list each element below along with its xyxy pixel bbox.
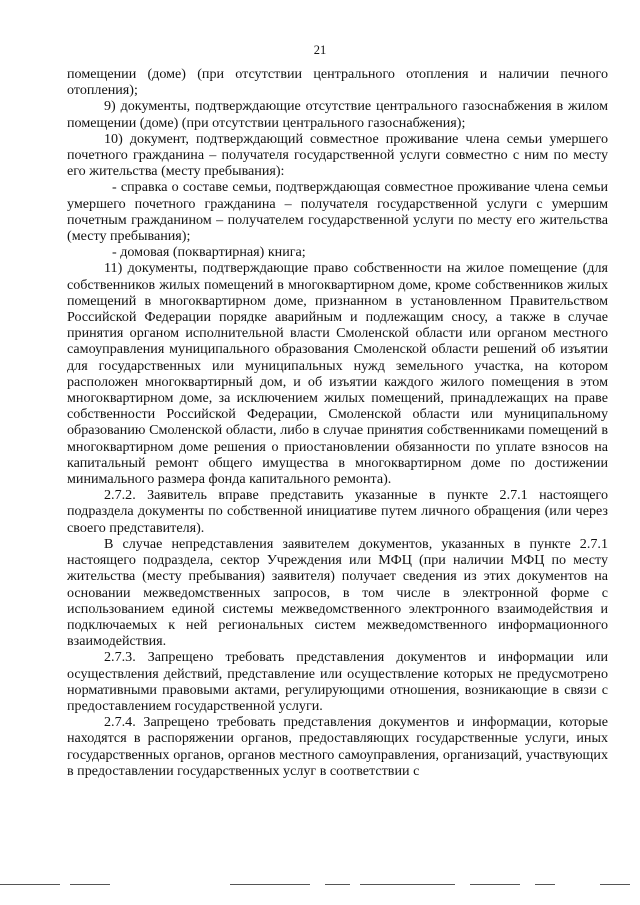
scan-edge-marks: [0, 884, 640, 888]
paragraph-2-7-3: 2.7.3. Запрещено требовать представления документов и информации или осуществления действий, представление или осуществление которых не предусмотрено нормативными правовыми актами, регулирующими отношения, возникающие в связи с предоставлением государственной услуги.: [67, 649, 608, 714]
page-number: 21: [313, 43, 327, 57]
scan-mark: [70, 884, 110, 885]
scan-mark: [600, 884, 630, 885]
paragraph-item-9: 9) документы, подтверждающие отсутствие центрального газоснабжения в жилом помещении (доме) (при отсутствии центрального газоснабжения);: [67, 98, 608, 131]
scan-mark: [535, 884, 555, 885]
paragraph-item-10: 10) документ, подтверждающий совместное проживание члена семьи умершего почетного гражданина – получателя государственной услуги совместно с ним по месту его жительства (месту пребывания):: [67, 130, 608, 180]
scan-mark: [360, 884, 455, 885]
scan-mark: [325, 884, 350, 885]
document-body: [67, 66, 608, 779]
paragraph-item-11: 11) документы, подтверждающие право собственности на жилое помещение (для собственников жилых помещений в многоквартирном доме, кроме собственников жилых помещений в многоквартирном доме, признанном в установленном Правительством Российской Федерации порядке аварийным и подлежащим сносу, а также в случае принятия органом исполнительной власти Смоленской области или органом местного самоуправления муниципального образования Смоленской области решений об изъятии для государственных или муниципальных нужд земельного участка, на котором расположен многоквартирный дом, и об изъятии каждого жилого помещения в этом многоквартирном доме, за исключением жилых помещений, принадлежащих на праве собственности Российской Федерации, Смоленской области или муниципальному образованию Смоленской области, либо в случае принятия собственниками помещений в многоквартирном доме решения о приостановлении обязанности по уплате взносов на капитальный ремонт общего имущества в многоквартирном доме по достижении минимального размера фонда капитального ремонта).: [67, 260, 608, 488]
paragraph-heating-continuation: помещении (доме) (при отсутствии центрального отопления и наличии печного отопления);: [67, 66, 608, 99]
scan-mark: [0, 884, 60, 885]
scan-mark: [470, 884, 520, 885]
paragraph-interagency-requests: В случае непредставления заявителем документов, указанных в пункте 2.7.1 настоящего подраздела, сектор Учреждения или МФЦ (при наличии МФЦ по месту жительства (месту пребывания) заявителя) получает сведения из этих документов на основании межведомственных запросов, в том числе в электронной форме с использованием единой системы межведомственного электронного взаимодействия и подключаемых к ней региональных систем межведомственного информационного взаимодействия.: [67, 535, 608, 650]
paragraph-2-7-4: 2.7.4. Запрещено требовать представления документов и информации, которые находятся в распоряжении органов, предоставляющих государственные услуги, иных государственных органов, органов местного самоуправления, организаций, участвующих в предоставлении государственных услуг в соответствии с: [67, 714, 608, 779]
paragraph-bullet-family-certificate: - справка о составе семьи, подтверждающая совместное проживание члена семьи умершего почетного гражданина – получателя государственной услуги с умершим почетным гражданином – получателем государственной услуги по месту его жительства (месту пребывания);: [67, 179, 608, 245]
paragraph-bullet-house-book: - домовая (поквартирная) книга;: [112, 244, 306, 261]
paragraph-2-7-2: 2.7.2. Заявитель вправе представить указанные в пункте 2.7.1 настоящего подраздела документы по собственной инициативе путем личного обращения (или через своего представителя).: [67, 487, 608, 536]
scan-mark: [230, 884, 310, 885]
